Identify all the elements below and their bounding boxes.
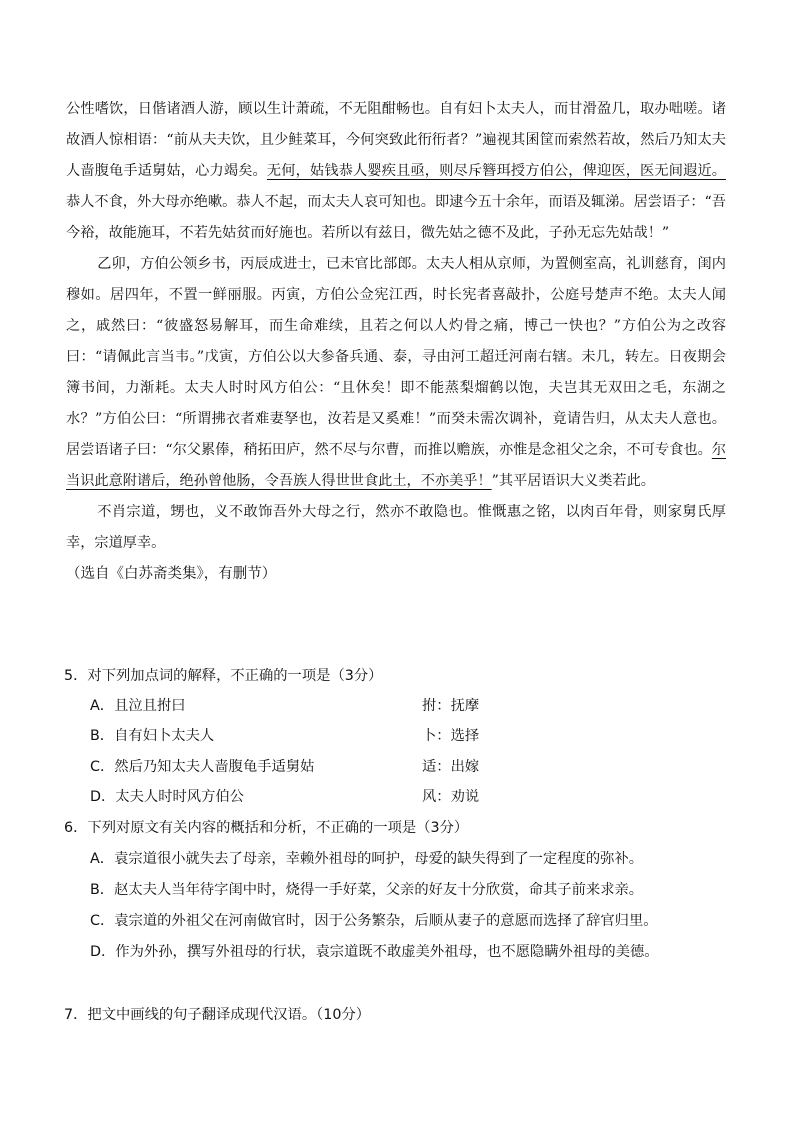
option-gloss: 卜：选择 [422,728,480,744]
q5-option-d[interactable] [90,782,730,812]
option-text: D．太夫人时时风方伯公 [90,789,244,805]
passage-paragraph-3: 不肖宗道，甥也，义不敢饰吾外大母之行，然亦不敢隐也。惟慨惠之铭，以肉百年骨，则家舅氏厚幸，宗道厚幸。 [66,504,726,551]
passage-text: 恭人不食，外大母亦绝嗽。恭人不起，而太夫人哀可知也。即逮今五十余年，而语及辄涕。居尝语子：“吾今裕，故能施耳，不若先姑贫而好施也。若所以有兹日，微先姑之德不及此，子孙无忘先姑哉！” [66,194,726,241]
option-text: B．自有妇卜太夫人 [90,728,215,744]
passage-text: 公性嗜饮，日偕诸酒人游，顾以生计萧疏，不无阻酣畅也。自有妇卜太夫人，而甘滑盈几，取办咄嗟。诸故酒人惊相语：“前从夫夫饮，且少鲑菜耳，今何突致此衎衎者？”遍视其囷筐而索然若故，然后乃知太夫人啬腹龟手适舅姑，心力竭矣。 [66,101,726,179]
q6-option-d[interactable] [90,937,730,967]
option-gloss: 风：劝说 [422,789,480,805]
q6-option-a[interactable] [90,844,730,874]
option-text: B．赵太夫人当年待字闺中时，烧得一手好菜，父亲的好友十分欣赏，命其子前来求亲。 [90,882,644,898]
passage-source: （选自《白苏斋类集》，有删节） [66,566,277,582]
q6-option-b[interactable] [90,875,730,905]
option-text: A．袁宗道很小就失去了母亲，幸赖外祖母的呵护，母爱的缺失得到了一定程度的弥补。 [90,851,644,867]
passage-paragraph-2 [66,249,726,497]
q6-option-c[interactable] [90,906,730,936]
passage-text: ”其平居语识大义类若此。 [491,473,655,489]
q5-option-b[interactable] [90,721,730,751]
option-text: A．且泣且拊曰 [90,698,186,714]
passage-paragraph-1 [66,94,726,249]
question-5-stem: 5．对下列加点词的解释，不正确的一项是（3分） [64,668,383,684]
classical-passage [66,94,726,590]
passage-text: 乙卯，方伯公领乡书，丙辰成进士，已未官比部郎。太夫人相从京师，为置侧室高，礼训慈育，闺内穆如。居四年，不置一鲜丽服。丙寅，方伯公佥宪江西，时长宪者喜敲扑，公庭号楚声不绝。太夫人闻之，戚然曰：“彼盛怒易解耳，而生命难续，且若之何以人灼骨之痛，博己一快也？”方伯公为之改容曰：“请佩此言当韦。”戊寅，方伯公以大参备兵通、泰，寻由河工超迁河南右辖。未几，转左。日夜期会簿书间，力渐耗。太夫人时时风方伯公：“且休矣！即不能蒸梨熘鹤以饱，夫岂其无双田之毛，东湖之水？”方伯公曰：“所谓拂衣者难妻孥也，汝若是又奚难！”而癸未需次调补，竟请告归，从太夫人意也。居尝语诸子曰：“尔父累俸，稍拓田庐，然不尽与尔曹，而推以赡族，亦惟是念祖父之余，不可专食也。 [66,256,726,458]
q5-option-c[interactable] [90,752,730,782]
option-text: C．袁宗道的外祖父在河南做官时，因于公务繁杂，后顺从妻子的意愿而选择了辞官归里。 [90,913,658,929]
question-6-stem: 6．下列对原文有关内容的概括和分析，不正确的一项是（3分） [64,820,469,836]
underlined-sentence-2: 尔当识此意附谱后，绝孙曾他肠，令吾族人得世世食此土，不亦美乎！ [66,442,726,489]
question-7 [64,1000,734,1030]
question-6 [64,813,734,843]
option-gloss: 拊：抚摩 [422,698,480,714]
underlined-sentence-1: 无何，姑钱恭人婴疾且亟，则尽斥簪珥授方伯公，俾迎医，医无间遐近。 [266,163,726,179]
question-7-stem: 7．把文中画线的句子翻译成现代汉语。（10分） [64,1007,371,1023]
option-gloss: 适：出嫁 [422,759,480,775]
q5-option-a[interactable] [90,691,730,721]
option-text: C．然后乃知太夫人啬腹龟手适舅姑 [90,759,315,775]
option-text: D．作为外孙，撰写外祖母的行状，袁宗道既不敢虚美外祖母，也不愿隐瞒外祖母的美德。 [90,944,659,960]
question-5 [64,661,734,691]
